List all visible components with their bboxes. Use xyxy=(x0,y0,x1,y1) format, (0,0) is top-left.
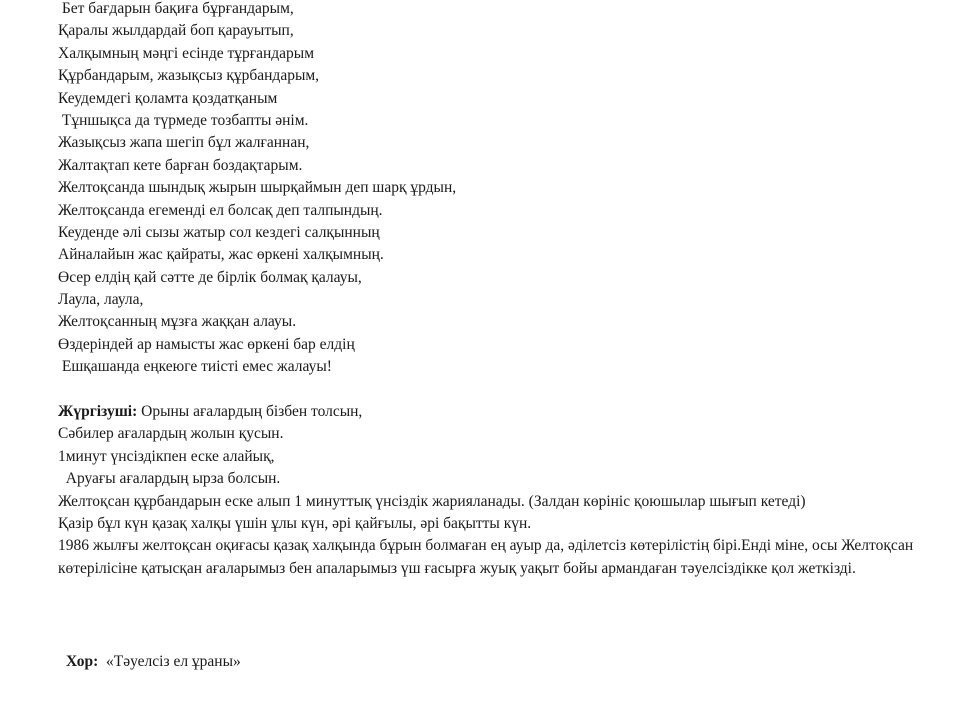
poem-line: Желтоқсанда шындық жырын шырқаймын деп шарқ ұрдын, xyxy=(58,179,457,197)
document-body xyxy=(58,0,918,580)
poem-line: Жалтақтап кете барған боздақтарым. xyxy=(58,156,303,174)
poem-line: Өздеріндей ар намысты жас өркені бар елдің xyxy=(58,335,355,353)
poem-line: Халқымның мәңгі есінде тұрғандарым xyxy=(58,44,315,62)
poem-line: Бет бағдарын бақиға бұрғандарым, xyxy=(58,0,294,17)
chorus-title: «Тәуелсіз ел ұраны» xyxy=(98,653,241,670)
poem-line: Айналайын жас қайраты, жас өркені халқымның. xyxy=(58,246,384,264)
blank-line xyxy=(58,379,918,401)
narration-paragraph: Желтоқсан құрбандарын еске алып 1 минуттық үнсіздік жарияланады. (Залдан көрініс қоюшылар шығып кетеді) xyxy=(58,492,806,510)
poem-line: Ешқашанда еңкеюге тиісті емес жалауы! xyxy=(58,358,332,376)
narration-paragraph: 1986 жылғы желтоқсан оқиғасы қазақ халқында бұрын болмаған ең ауыр да, әділетсіз көтерілістің бірі.Енді міне, осы Желтоқсан көтерілісіне қатысқан ағаларымыз бен апаларымыз үш ғасырға жуық уақыт бойы армандаған тәуелсіздікке қол жеткізді. xyxy=(58,537,914,577)
chorus-line xyxy=(66,651,241,673)
narration-block xyxy=(58,401,918,580)
poem-line: Тұншықса да түрмеде тозбапты әнім. xyxy=(58,111,309,129)
poem-line: Лаула, лаула, xyxy=(58,291,144,309)
poem-line: Желтоқсанда егеменді ел болсақ деп талпындың. xyxy=(58,201,383,219)
poem-line: Қаралы жылдардай боп қарауытып, xyxy=(58,22,294,40)
narration-paragraph: Қазір бұл күн қазақ халқы үшін ұлы күн, әрі қайғылы, әрі бақытты күн. xyxy=(58,515,532,532)
chorus-label: Хор: xyxy=(66,653,99,670)
poem-line: Өсер елдің қай сәтте де бірлік болмақ қалауы, xyxy=(58,268,362,286)
poem-line: Құрбандарым, жазықсыз құрбандарым, xyxy=(58,67,320,85)
speaker-label: Жүргізуші: xyxy=(58,403,138,421)
poem-block xyxy=(58,0,918,379)
narration-line: Аруағы ағалардың ырза болсын. xyxy=(58,470,281,488)
narration-line: Сәбилер ағалардың жолын қусын. xyxy=(58,425,284,443)
poem-line: Жазықсыз жапа шегіп бұл жалғаннан, xyxy=(58,134,310,152)
narration-speaker-line xyxy=(58,401,918,423)
narration-line: 1минут үнсіздікпен еске алайық, xyxy=(58,447,275,465)
poem-line: Кеуденде әлі сызы жатыр сол кездегі салқынның xyxy=(58,223,380,241)
speaker-text: Орыны ағалардың бізбен толсын, xyxy=(137,403,363,421)
poem-line: Желтоқсанның мұзға жаққан алауы. xyxy=(58,313,297,331)
poem-line: Кеудемдегі қоламта қоздатқаным xyxy=(58,89,278,107)
